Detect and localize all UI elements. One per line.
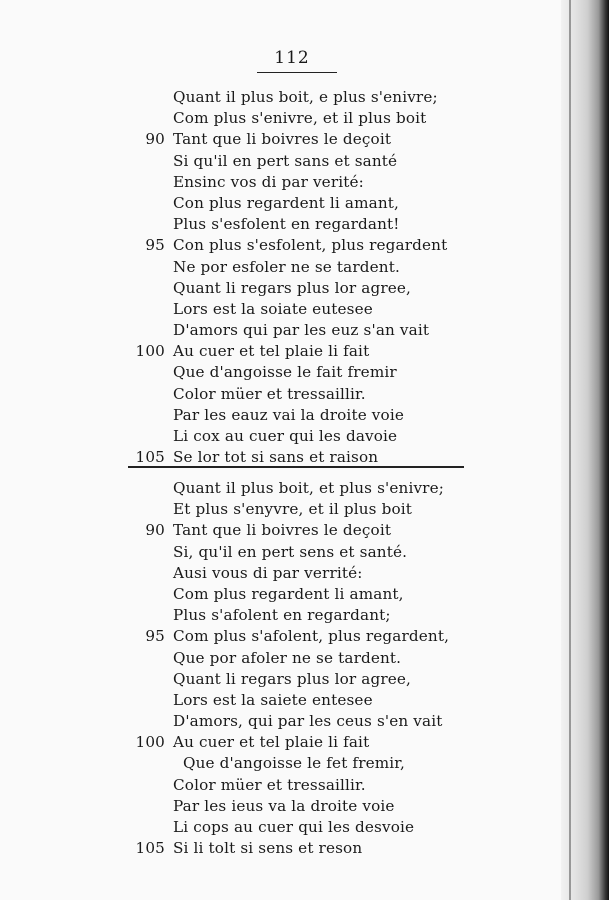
page-number: 112 <box>274 48 310 68</box>
verse-line <box>0 690 560 711</box>
verse-text: Tant que li boivres le deçoit <box>173 521 392 540</box>
verse-text: Au cuer et tel plaie li fait <box>173 733 370 752</box>
verse-text: Lors est la saiete entesee <box>173 690 373 709</box>
verse-line <box>0 129 560 150</box>
verse-line <box>0 384 560 405</box>
verse-line <box>0 341 560 362</box>
verse-text: Par les eauz vai la droite voie <box>173 405 404 424</box>
verse-text: Color müer et tressaillir. <box>173 775 366 794</box>
verse-text: Li cox au cuer qui les davoie <box>173 427 398 445</box>
verse-text: Li cops au cuer qui les desvoie <box>173 818 415 836</box>
verse-text: Si, qu'il en pert sens et santé. <box>173 542 408 561</box>
verse-text: Se lor tot si sans et raison <box>173 448 379 467</box>
verse-text: Que por afoler ne se tardent. <box>173 648 402 667</box>
verse-line <box>0 193 560 214</box>
verse-line <box>0 605 560 626</box>
verse-line <box>0 563 560 584</box>
verse-line <box>0 711 560 732</box>
verse-line <box>0 520 560 541</box>
verse-line <box>0 320 560 341</box>
verse-line <box>0 775 560 796</box>
verse-text: Et plus s'enyvre, et il plus boit <box>173 500 413 519</box>
verse-line <box>0 542 560 563</box>
verse-text: Ausi vous di par verrité: <box>173 563 363 582</box>
page-binding-line <box>569 0 571 900</box>
verse-text: Quant il plus boit, et plus s'enivre; <box>173 479 444 497</box>
verse-block-primary <box>0 87 560 468</box>
verse-text: Com plus regardent li amant, <box>173 584 404 603</box>
verse-text: Con plus s'esfolent, plus regardent <box>173 236 448 255</box>
verse-line <box>0 817 560 838</box>
verse-text: Ensinc vos di par verité: <box>173 172 364 191</box>
verse-line <box>0 278 560 299</box>
verse-block-variant <box>0 478 560 859</box>
line-number: 105 <box>135 839 165 858</box>
verse-line <box>0 648 560 669</box>
verse-line <box>0 151 560 172</box>
verse-line <box>0 257 560 278</box>
verse-text: Quant li regars plus lor agree, <box>173 278 412 297</box>
verse-text: Com plus s'afolent, plus regardent, <box>173 627 450 646</box>
verse-line <box>0 669 560 690</box>
verse-line <box>0 626 560 647</box>
verse-text: Con plus regardent li amant, <box>173 193 400 212</box>
verse-line <box>0 426 560 447</box>
verse-line <box>0 299 560 320</box>
verse-text: Que d'angoisse le fait fremir <box>173 363 397 382</box>
section-divider <box>128 466 464 468</box>
verse-text: Au cuer et tel plaie li fait <box>173 342 370 361</box>
verse-text: Tant que li boivres le deçoit <box>173 130 392 149</box>
verse-line <box>0 108 560 129</box>
line-number: 90 <box>145 521 165 540</box>
verse-text: Color müer et tressaillir. <box>173 384 366 403</box>
verse-line <box>0 235 560 256</box>
verse-line <box>0 499 560 520</box>
line-number: 105 <box>135 448 165 467</box>
verse-text: Com plus s'enivre, et il plus boit <box>173 109 427 128</box>
verse-text: Plus s'esfolent en regardant! <box>173 215 400 234</box>
line-number: 90 <box>145 130 165 149</box>
verse-text: Quant li regars plus lor agree, <box>173 669 412 688</box>
verse-line <box>0 732 560 753</box>
verse-line <box>0 214 560 235</box>
verse-line <box>0 796 560 817</box>
verse-line <box>0 838 560 859</box>
line-number: 95 <box>145 236 165 255</box>
verse-text: Que d'angoisse le fet fremir, <box>183 754 406 773</box>
verse-text: Quant il plus boit, e plus s'enivre; <box>173 88 438 106</box>
line-number: 95 <box>145 627 165 646</box>
verse-text: Si qu'il en pert sans et santé <box>173 151 398 170</box>
verse-line <box>0 405 560 426</box>
verse-text: Plus s'afolent en regardant; <box>173 606 391 625</box>
line-number: 100 <box>135 342 165 361</box>
verse-text: D'amors, qui par les ceus s'en vait <box>173 712 443 731</box>
verse-line <box>0 362 560 383</box>
verse-text: Si li tolt si sens et reson <box>173 839 363 858</box>
verse-line <box>0 87 560 108</box>
verse-text: Par les ieus va la droite voie <box>173 796 395 815</box>
verse-text: Lors est la soiate eutesee <box>173 299 373 318</box>
verse-line <box>0 172 560 193</box>
verse-line <box>0 584 560 605</box>
verse-text: Ne por esfoler ne se tardent. <box>173 257 400 276</box>
page-number-underline <box>257 72 337 73</box>
verse-line <box>0 753 560 774</box>
verse-text: D'amors qui par les euz s'an vait <box>173 321 430 340</box>
line-number: 100 <box>135 733 165 752</box>
verse-line <box>0 478 560 499</box>
